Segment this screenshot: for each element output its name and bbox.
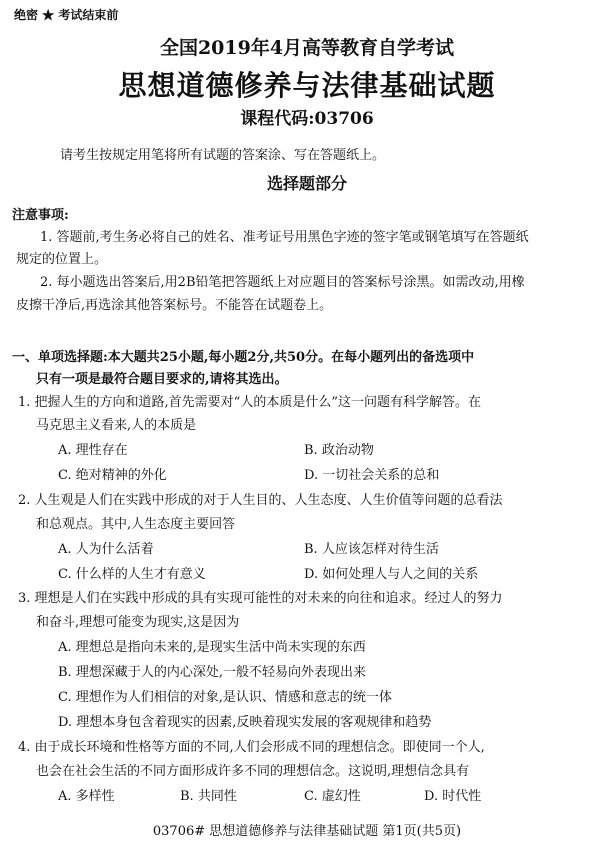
notes-item-2-line-1: 2. 每小题选出答案后,用2B铅笔把答题纸上对应题目的答案标号涂黑。如需改动,用橡 bbox=[40, 275, 525, 290]
exam-title: 全国2019年4月高等教育自学考试 bbox=[159, 37, 455, 59]
question-3-option-b: B. 理想深藏于人的内心深处,一般不轻易向外表现出来 bbox=[58, 665, 366, 680]
question-2-option-a: A. 人为什么活着 bbox=[58, 542, 154, 557]
question-4-stem-line-1: 4. 由于成长环境和性格等方面的不同,人们会形成不同的理想信念。即使同一个人, bbox=[18, 740, 485, 755]
secret-mark: 绝密 ★ 考试结束前 bbox=[14, 8, 119, 22]
page-footer: 03706# 思想道德修养与法律基础试题 第1页(共5页) bbox=[152, 824, 462, 839]
course-code: 课程代码:03706 bbox=[240, 109, 374, 129]
question-2-option-c: C. 什么样的人生才有意义 bbox=[58, 567, 206, 582]
question-3-stem-line-1: 3. 理想是人们在实践中形成的具有实现可能性的对未来的向往和追求。经过人的努力 bbox=[18, 591, 503, 606]
question-1-option-c: C. 绝对精神的外化 bbox=[58, 468, 167, 483]
notes-item-1-line-1: 1. 答题前,考生务必将自己的姓名、准考证号用黑色字迹的签字笔或钢笔填写在答题纸 bbox=[40, 230, 529, 245]
question-2-stem-line-1: 2. 人生观是人们在实践中形成的对于人生目的、人生态度、人生价值等问题的总看法 bbox=[18, 493, 503, 508]
question-4-stem-line-2: 也会在社会生活的不同方面形成许多不同的理想信念。这说明,理想信念具有 bbox=[36, 764, 470, 779]
question-2-option-b: B. 人应该怎样对待生活 bbox=[304, 542, 439, 557]
question-3-option-d: D. 理想本身包含着现实的因素,反映着现实发展的客观规律和趋势 bbox=[58, 715, 432, 730]
part-one-heading-line-1: 一、单项选择题:本大题共25小题,每小题2分,共50分。在每小题列出的备选项中 bbox=[12, 350, 475, 365]
question-3-option-c: C. 理想作为人们相信的对象,是认识、情感和意志的统一体 bbox=[58, 690, 392, 705]
question-1-option-b: B. 政治动物 bbox=[304, 443, 374, 458]
question-4-option-b: B. 共同性 bbox=[180, 789, 237, 804]
question-1-stem-line-1: 1. 把握人生的方向和道路,首先需要对“人的本质是什么”这一问题有科学解答。在 bbox=[18, 395, 481, 410]
question-1-stem-line-2: 马克思主义看来,人的本质是 bbox=[36, 418, 197, 433]
question-3-option-a: A. 理想总是指向未来的,是现实生活中尚未实现的东西 bbox=[58, 640, 366, 655]
question-2-stem-line-2: 和总观点。其中,人生态度主要回答 bbox=[36, 517, 236, 532]
part-one-heading-line-2: 只有一项是最符合题目要求的,请将其选出。 bbox=[36, 372, 288, 387]
question-4-option-d: D. 时代性 bbox=[424, 789, 482, 804]
question-2-option-d: D. 如何处理人与人之间的关系 bbox=[304, 567, 479, 582]
instruction-text: 请考生按规定用笔将所有试题的答案涂、写在答题纸上。 bbox=[60, 148, 386, 163]
question-1-option-d: D. 一切社会关系的总和 bbox=[304, 468, 440, 483]
question-3-stem-line-2: 和奋斗,理想可能变为现实,这是因为 bbox=[36, 615, 240, 630]
notes-title: 注意事项: bbox=[12, 208, 69, 223]
paper-title: 思想道德修养与法律基础试题 bbox=[118, 69, 496, 102]
question-4-option-a: A. 多样性 bbox=[58, 789, 115, 804]
section-title: 选择题部分 bbox=[266, 174, 347, 193]
question-1-option-a: A. 理性存在 bbox=[58, 443, 128, 458]
notes-item-2-line-2: 皮擦干净后,再选涂其他答案标号。不能答在试题卷上。 bbox=[16, 298, 333, 313]
notes-item-1-line-2: 规定的位置上。 bbox=[16, 252, 108, 267]
question-4-option-c: C. 虚幻性 bbox=[304, 789, 361, 804]
